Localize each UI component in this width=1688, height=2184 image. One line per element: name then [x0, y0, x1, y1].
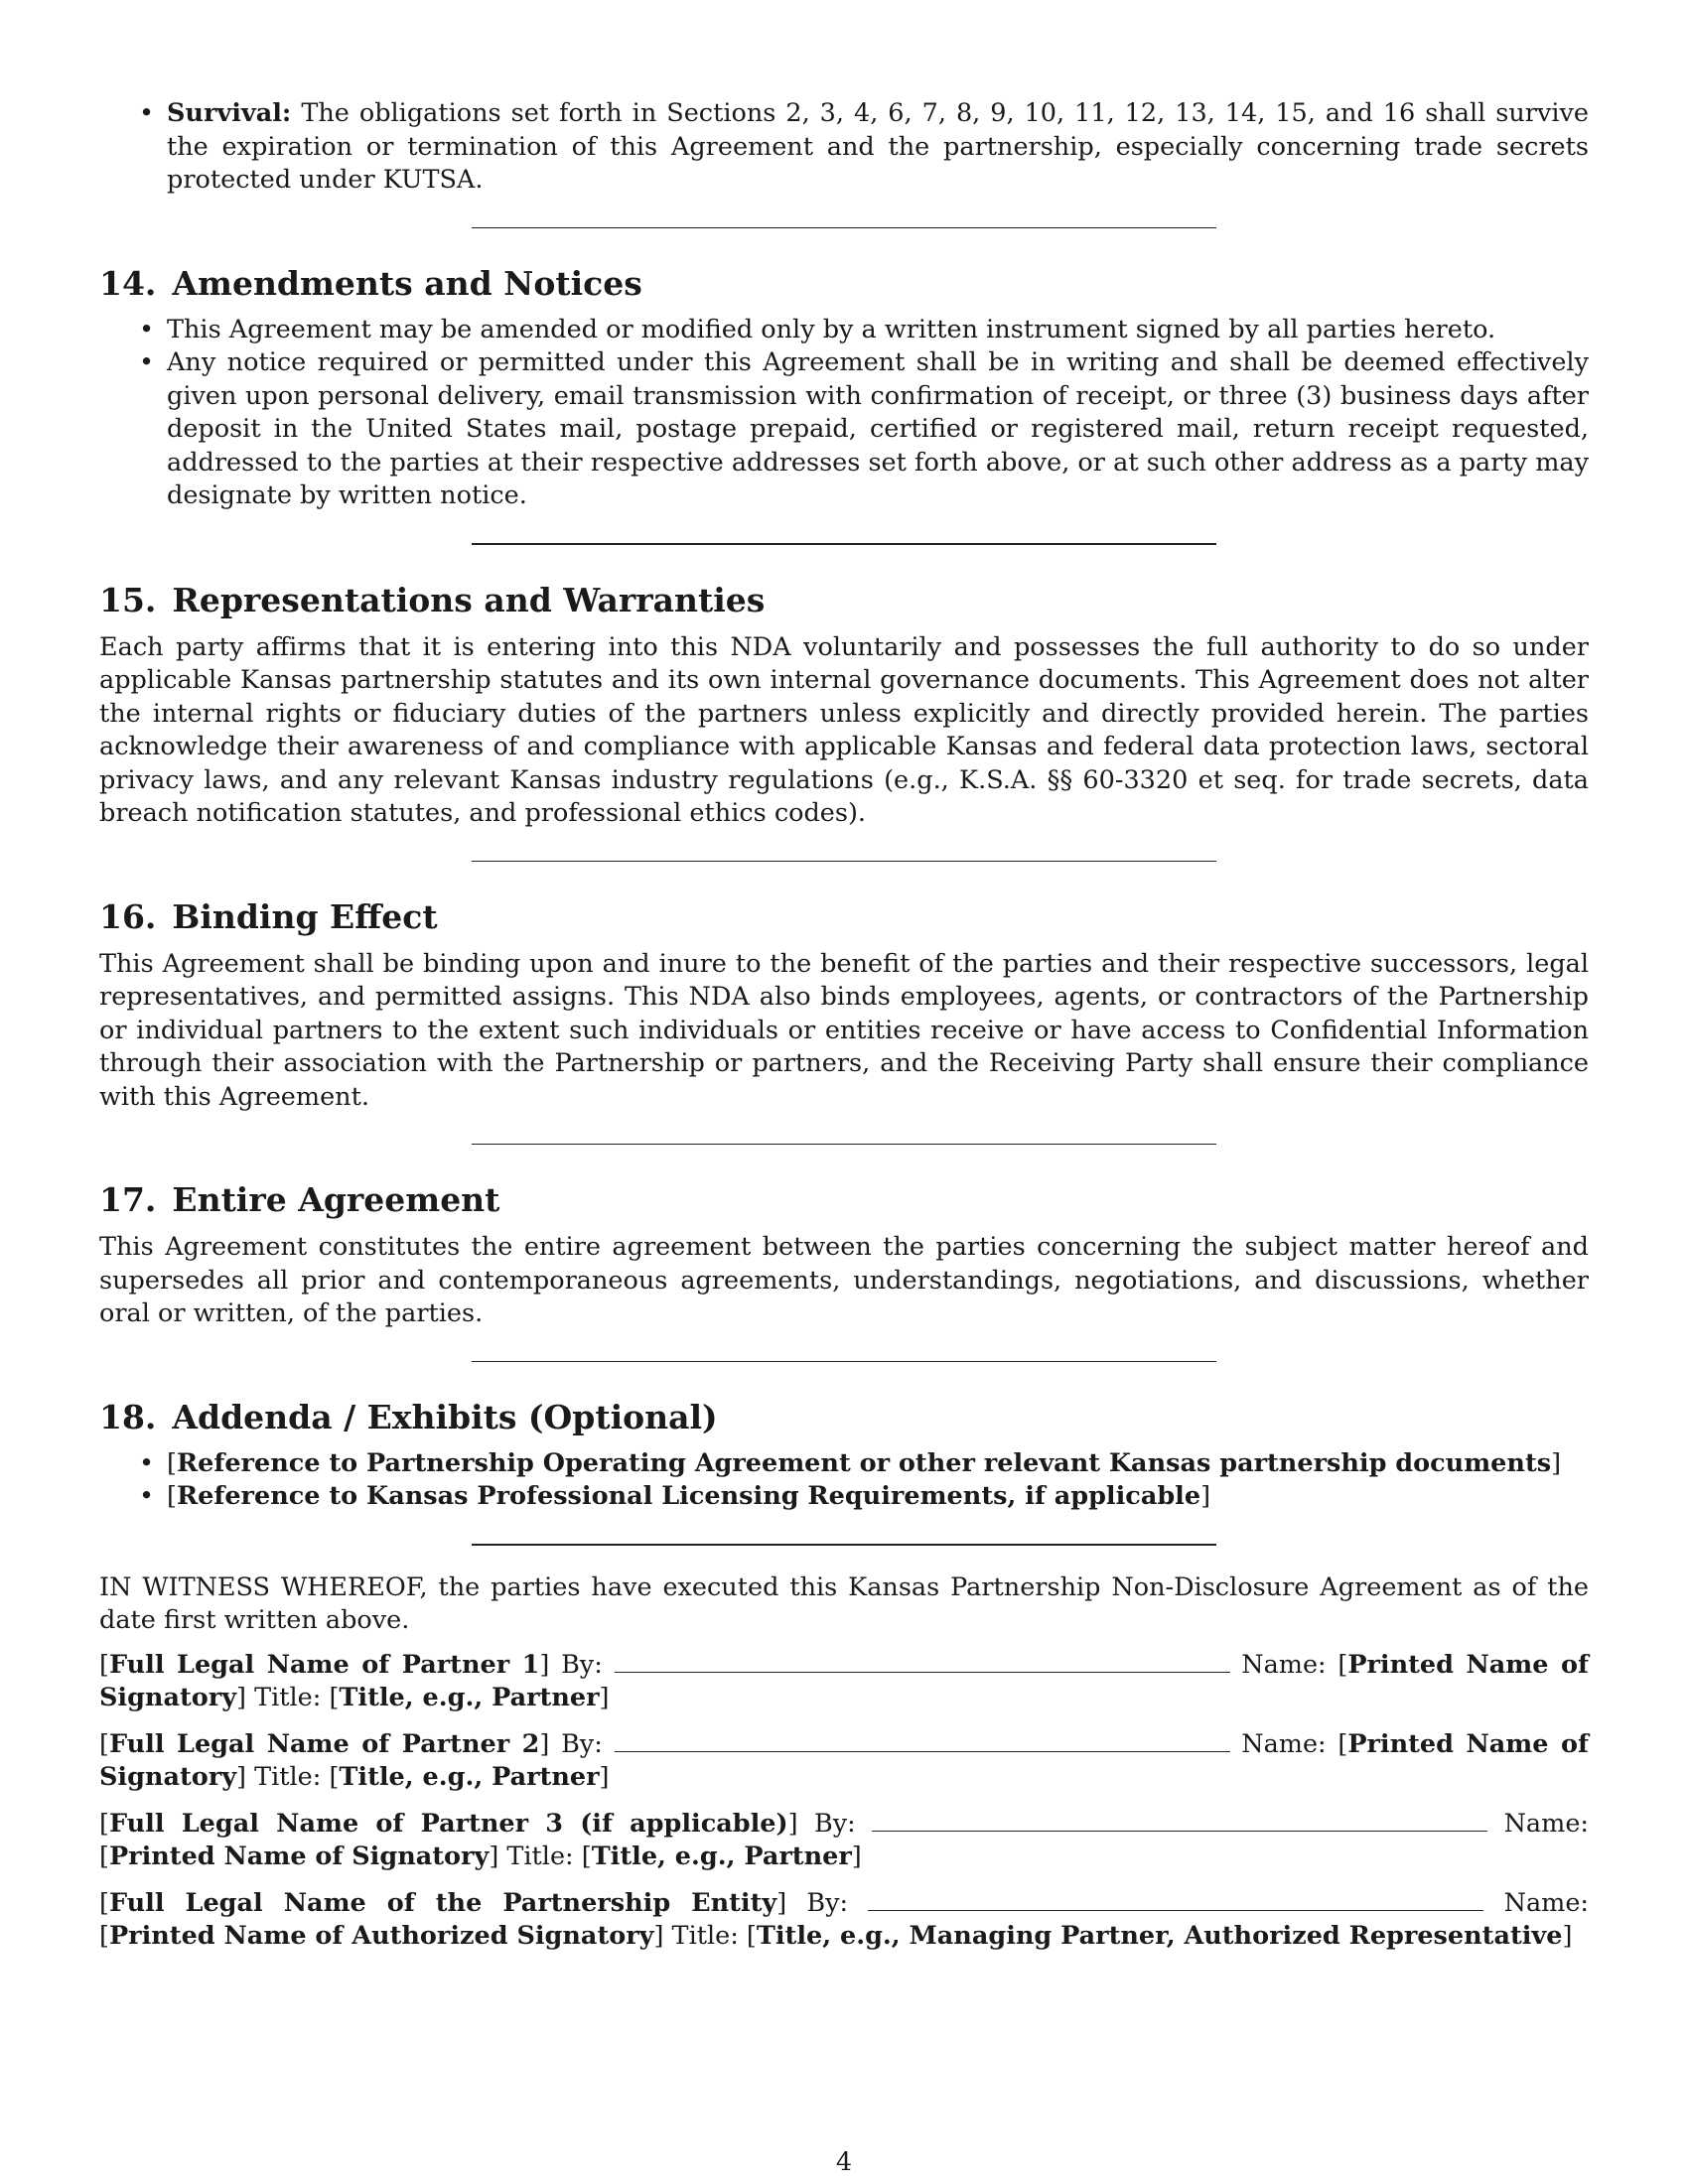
signature-block-3: [Full Legal Name of Partner 3 (if applicable)] By: Name: [Printed Name of Signatory] Title: [Title, e.g., Partner]	[99, 1808, 1589, 1871]
printed-name: Printed Name of Signatory	[99, 1728, 1589, 1792]
section-number: 18.	[99, 1397, 157, 1436]
section-18-heading	[99, 1398, 1589, 1437]
signature-line[interactable]	[615, 1650, 1230, 1673]
section-17-body: This Agreement constitutes the entire agreement between the parties concerning the subject matter hereof and supersedes all prior and contemporaneous agreements, understandings, negotiations, and discussions, whether oral or written, of the parties.	[99, 1232, 1589, 1328]
by-label: By:	[797, 1808, 873, 1839]
signature-line[interactable]	[868, 1888, 1483, 1911]
witness-clause: IN WITNESS WHEREOF, the parties have executed this Kansas Partnership Non-Disclosure Agreement as of the date first written above.	[99, 1571, 1589, 1635]
survival-label: Survival:	[167, 98, 292, 128]
printed-name: Printed Name of Signatory	[108, 1842, 490, 1871]
page-number: 4	[835, 2147, 853, 2177]
signature-block-2: [Full Legal Name of Partner 2] By: Name: [Printed Name of Signatory] Title: [Title, e.g., Partner]	[99, 1728, 1589, 1792]
signatory-title: Title, e.g., Partner	[591, 1842, 852, 1871]
list-item: • [Reference to Partnership Operating Agreement or other relevant Kansas partnership documents]	[167, 1447, 1589, 1481]
section-title: Entire Agreement	[172, 1180, 500, 1219]
list-item: • This Agreement may be amended or modified only by a written instrument signed by all parties hereto.	[167, 314, 1589, 347]
party-name: Full Legal Name of Partner 2	[108, 1728, 540, 1759]
section-divider	[472, 543, 1216, 545]
section-title: Addenda / Exhibits (Optional)	[172, 1397, 718, 1436]
signature-line[interactable]	[872, 1809, 1487, 1832]
section-number: 17.	[99, 1180, 157, 1219]
name-label: Name:	[1487, 1808, 1589, 1839]
exhibit-reference: Reference to Partnership Operating Agreement or other relevant Kansas partnership documents	[176, 1447, 1552, 1478]
title-label: Title:	[498, 1842, 582, 1871]
section-divider	[472, 1144, 1216, 1145]
section-number: 16.	[99, 896, 157, 936]
section-divider	[472, 227, 1216, 228]
section-divider	[472, 1544, 1216, 1546]
name-label: Name:	[1483, 1887, 1590, 1918]
section-18-list	[99, 1447, 1589, 1514]
signature-block-1: [Full Legal Name of Partner 1] By: Name: [Printed Name of Signatory] Title: [Title, e.g., Partner]	[99, 1649, 1589, 1712]
section-16-body: This Agreement shall be binding upon and inure to the benefit of the parties and their respective successors, legal representatives, and permitted assigns. This NDA also binds employees, agents, or contractors of the Partnership or individual partners to the extent such individuals or entities receive or have access to Confidential Information through their association with the Partnership or partners, and the Receiving Party shall ensure their compliance with this Agreement.	[99, 948, 1589, 1112]
by-label: By:	[786, 1887, 869, 1918]
name-label: Name:	[1229, 1649, 1338, 1680]
survival-text: The obligations set forth in Sections 2, 3, 4, 6, 7, 8, 9, 10, 11, 12, 13, 14, 15, and 16 shall survive the expiration or termination of this Agreement and the partnership, especially concerning trade secrets protected under KUTSA.	[167, 98, 1589, 195]
section-title: Representations and Warranties	[172, 580, 766, 619]
list-item: • Any notice required or permitted under this Agreement shall be in writing and shall be deemed effectively given upon personal delivery, email transmission with confirmation of receipt, or three (3) business days after deposit in the United States mail, postage prepaid, certified or registered mail, return receipt requested, addressed to the parties at their respective addresses set forth above, or at such other address as a party may designate by written notice.	[167, 346, 1589, 513]
section-number: 14.	[99, 263, 157, 303]
title-label: Title:	[246, 1762, 330, 1792]
section-17-heading	[99, 1180, 1589, 1220]
party-name: Full Legal Name of the Partnership Entity	[108, 1887, 777, 1918]
section-title: Binding Effect	[172, 896, 438, 936]
printed-name: Printed Name of Authorized Signatory	[108, 1921, 654, 1951]
survival-list	[99, 97, 1589, 198]
party-name: Full Legal Name of Partner 1	[108, 1649, 540, 1680]
title-label: Title:	[663, 1921, 747, 1951]
party-name: Full Legal Name of Partner 3 (if applicable)	[108, 1808, 788, 1839]
signature-block-4: [Full Legal Name of the Partnership Entity] By: Name: [Printed Name of Authorized Signatory] Title: [Title, e.g., Managing Partner, Authorized Representative]	[99, 1887, 1590, 1951]
printed-name: Printed Name of Signatory	[99, 1649, 1589, 1712]
signatory-title: Title, e.g., Partner	[339, 1683, 600, 1712]
document-page	[99, 97, 1589, 1954]
signatory-title: Title, e.g., Partner	[339, 1762, 600, 1792]
signature-line[interactable]	[615, 1729, 1230, 1752]
name-label: Name:	[1229, 1728, 1338, 1759]
list-item: • [Reference to Kansas Professional Licensing Requirements, if applicable]	[167, 1480, 1589, 1514]
section-15-heading	[99, 581, 1589, 620]
by-label: By:	[549, 1649, 615, 1680]
section-14-list	[99, 314, 1589, 513]
signatory-title: Title, e.g., Managing Partner, Authorized Representative	[756, 1921, 1563, 1951]
section-divider	[472, 861, 1216, 862]
section-16-heading	[99, 897, 1589, 937]
section-title: Amendments and Notices	[172, 263, 642, 303]
survival-item	[167, 97, 1589, 198]
title-label: Title:	[246, 1683, 330, 1712]
section-14-heading	[99, 264, 1589, 304]
section-divider	[472, 1361, 1216, 1362]
section-number: 15.	[99, 580, 157, 619]
exhibit-reference: Reference to Kansas Professional Licensing Requirements, if applicable	[176, 1481, 1201, 1511]
section-15-body: Each party affirms that it is entering into this NDA voluntarily and possesses the full authority to do so under applicable Kansas partnership statutes and its own internal governance documents. This Agreement does not alter the internal rights or fiduciary duties of the partners unless explicitly and directly provided herein. The parties acknowledge their awareness of and compliance with applicable Kansas and federal data protection laws, sectoral privacy laws, and any relevant Kansas industry regulations (e.g., K.S.A. §§ 60-3320 et seq. for trade secrets, data breach notification statutes, and professional ethics codes).	[99, 631, 1589, 828]
by-label: By:	[549, 1728, 615, 1759]
